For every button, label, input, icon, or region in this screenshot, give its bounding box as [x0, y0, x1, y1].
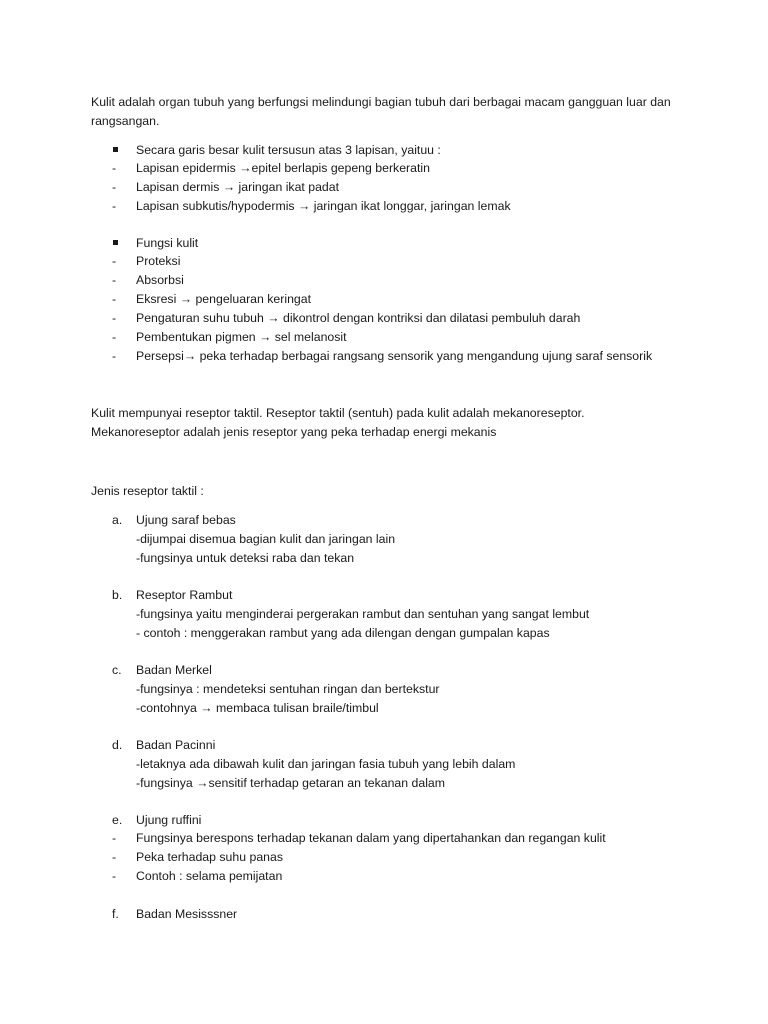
item-desc: dikontrol dengan kontriksi dan dilatasi pembuluh darah	[283, 311, 581, 325]
list-item	[0, 829, 768, 848]
list-item	[0, 178, 768, 197]
item-desc: peka terhadap berbagai rangsang sensorik yang mengandung ujung saraf sensorik	[199, 349, 653, 363]
item-name: Absorbsi	[136, 273, 184, 287]
dash-marker: -	[112, 273, 117, 287]
item-desc: epitel berlapis gepeng berkeratin	[251, 161, 430, 175]
item-name: Lapisan subkutis/hypodermis	[136, 199, 295, 213]
list-letter: b.	[112, 588, 123, 602]
dash-marker: -	[112, 254, 117, 268]
arrow-icon: →	[183, 349, 197, 363]
list-item	[0, 848, 768, 867]
dash-marker: -	[112, 292, 117, 306]
list-item	[0, 252, 768, 271]
item-name: Pembentukan pigmen	[136, 330, 256, 344]
functions-heading: Fungsi kulit	[136, 236, 199, 250]
receptor-title: Badan Merkel	[136, 663, 212, 677]
receptor-item-e	[0, 811, 768, 830]
receptor-detail: -dijumpai disemua bagian kulit dan jaringan lain	[136, 532, 396, 546]
list-item	[0, 309, 768, 328]
dash-marker: -	[112, 311, 117, 325]
receptor-detail: -contohnya	[136, 701, 197, 715]
receptor-types-heading: Jenis reseptor taktil :	[91, 484, 204, 498]
dash-marker: -	[112, 161, 117, 175]
list-item	[0, 347, 768, 366]
receptor-detail: -fungsinya yaitu menginderai pergerakan rambut dan sentuhan yang sangat lembut	[136, 607, 590, 621]
receptor-title: Ujung ruffini	[136, 813, 202, 827]
receptor-title: Badan Mesisssner	[136, 907, 238, 921]
receptor-detail: - contoh : menggerakan rambut yang ada dilengan dengan gumpalan kapas	[136, 626, 550, 640]
receptor-detail: -fungsinya	[136, 776, 193, 790]
receptor-paragraph-line-2: Mekanoreseptor adalah jenis reseptor yang peka terhadap energi mekanis	[91, 425, 497, 439]
item-desc: pengeluaran keringat	[195, 292, 312, 306]
bullet-square-icon	[113, 234, 129, 253]
dash-marker: -	[112, 831, 117, 845]
functions-heading-row	[0, 234, 768, 253]
item-name: Lapisan epidermis	[136, 161, 236, 175]
receptor-item-f	[0, 905, 768, 924]
receptor-detail-row	[136, 774, 445, 793]
receptor-detail-row	[136, 699, 379, 718]
receptor-item-a	[0, 511, 768, 530]
item-desc: sel melanosit	[274, 330, 347, 344]
receptor-detail: membaca tulisan braile/timbul	[215, 701, 379, 715]
arrow-icon: →	[200, 701, 213, 715]
item-name: Lapisan dermis	[136, 180, 220, 194]
receptor-title: Ujung saraf bebas	[136, 513, 236, 527]
receptor-detail: Fungsinya berespons terhadap tekanan dalam yang dipertahankan dan regangan kulit	[136, 831, 606, 845]
receptor-item-c	[0, 661, 768, 680]
item-name: Pengaturan suhu tubuh	[136, 311, 264, 325]
list-item	[0, 867, 768, 886]
item-desc: jaringan ikat padat	[238, 180, 340, 194]
list-letter: e.	[112, 813, 123, 827]
list-item	[0, 197, 768, 216]
receptor-detail: sensitif terhadap getaran an tekanan dalam	[208, 776, 446, 790]
list-letter: a.	[112, 513, 123, 527]
receptor-item-b	[0, 586, 768, 605]
receptor-paragraph-line-1: Kulit mempunyai reseptor taktil. Reseptor taktil (sentuh) pada kulit adalah mekanoreseptor.	[91, 406, 585, 420]
receptor-detail: Contoh : selama pemijatan	[136, 869, 283, 883]
receptor-detail: -letaknya ada dibawah kulit dan jaringan fasia tubuh yang lebih dalam	[136, 757, 516, 771]
list-letter: c.	[112, 663, 122, 677]
list-letter: d.	[112, 738, 123, 752]
bullet-square-icon	[113, 141, 129, 160]
dash-marker: -	[112, 199, 117, 213]
item-name: Persepsi	[136, 349, 184, 363]
receptor-detail: -fungsinya : mendeteksi sentuhan ringan dan bertekstur	[136, 682, 440, 696]
receptor-title: Reseptor Rambut	[136, 588, 233, 602]
item-desc: jaringan ikat longgar, jaringan lemak	[313, 199, 511, 213]
item-name: Proteksi	[136, 254, 181, 268]
list-item	[0, 290, 768, 309]
arrow-icon: →	[267, 311, 280, 325]
layers-heading-row	[0, 141, 768, 160]
dash-marker: -	[112, 850, 117, 864]
receptor-item-d	[0, 736, 768, 755]
arrow-icon: →	[222, 180, 236, 194]
receptor-title: Badan Pacinni	[136, 738, 216, 752]
arrow-icon: →	[239, 161, 252, 175]
dash-marker: -	[112, 869, 117, 883]
arrow-icon: →	[298, 199, 311, 213]
layers-heading: Secara garis besar kulit tersusun atas 3 lapisan, yaituu :	[136, 143, 441, 157]
arrow-icon: →	[259, 330, 272, 344]
receptor-detail: -fungsinya untuk deteksi raba dan tekan	[136, 551, 355, 565]
arrow-icon: →	[179, 292, 193, 306]
dash-marker: -	[112, 180, 117, 194]
receptor-detail: Peka terhadap suhu panas	[136, 850, 283, 864]
dash-marker: -	[112, 349, 117, 363]
dash-marker: -	[112, 330, 117, 344]
item-name: Eksresi	[136, 292, 177, 306]
list-item	[0, 159, 768, 178]
intro-paragraph: Kulit adalah organ tubuh yang berfungsi melindungi bagian tubuh dari berbagai macam gangguan luar dan rangsangan.	[91, 95, 671, 128]
list-letter: f.	[112, 907, 119, 921]
arrow-icon: →	[196, 776, 209, 790]
list-item	[0, 328, 768, 347]
list-item	[0, 271, 768, 290]
